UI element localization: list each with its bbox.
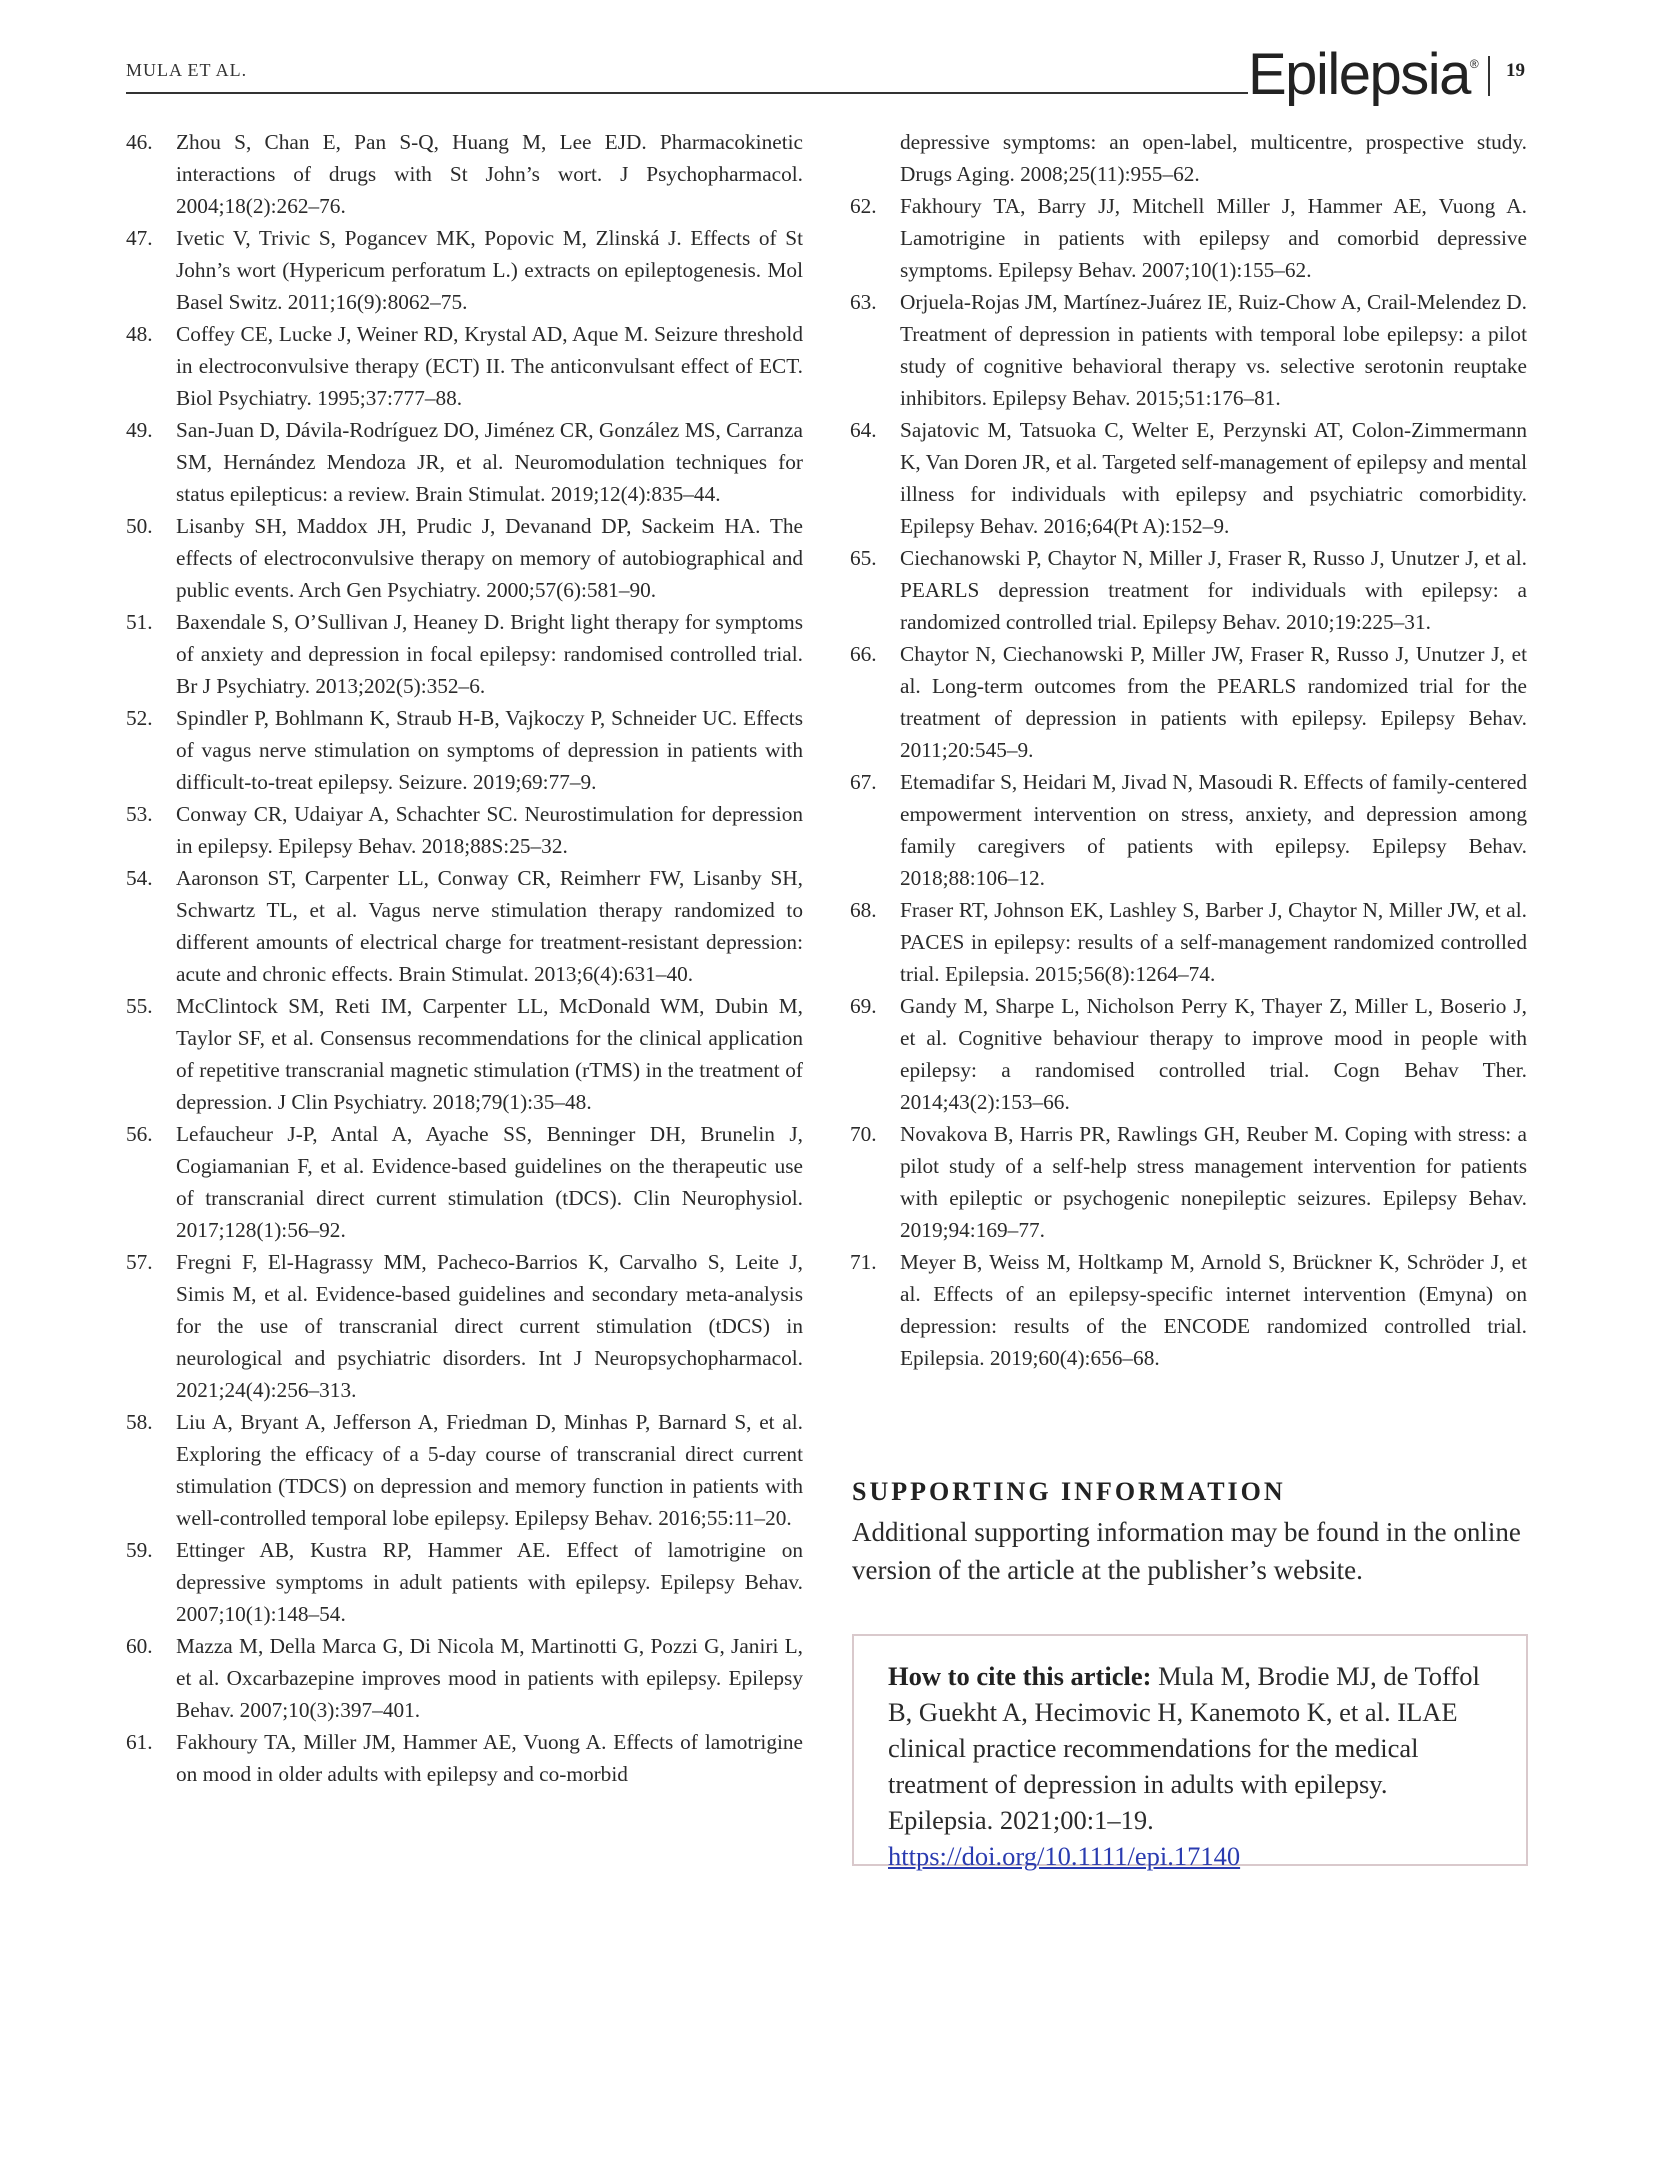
header-divider	[1488, 56, 1490, 96]
reference-text: Spindler P, Bohlmann K, Straub H-B, Vajkoczy P, Schneider UC. Effects of vagus nerve stimulation on symptoms of depression in patients with difficult-to-treat epilepsy. Seizure. 2019;69:77–9.	[176, 706, 803, 794]
reference-text: Gandy M, Sharpe L, Nicholson Perry K, Thayer Z, Miller L, Boserio J, et al. Cognitive behaviour therapy to improve mood in people with epilepsy: a randomised controlled trial. Cogn Behav Ther. 2014;43(2):153–66.	[900, 994, 1527, 1114]
reference-item	[126, 862, 803, 990]
reference-item	[126, 1406, 803, 1534]
reference-text: Aaronson ST, Carpenter LL, Conway CR, Reimherr FW, Lisanby SH, Schwartz TL, et al. Vagus nerve stimulation therapy randomized to different amounts of electrical charge for treatment-resistant depression: acute and chronic effects. Brain Stimulat. 2013;6(4):631–40.	[176, 866, 803, 986]
reference-text: Mazza M, Della Marca G, Di Nicola M, Martinotti G, Pozzi G, Janiri L, et al. Oxcarbazepine improves mood in patients with epilepsy. Epilepsy Behav. 2007;10(3):397–401.	[176, 1634, 803, 1722]
reference-item	[126, 510, 803, 606]
reference-item	[126, 798, 803, 862]
reference-text: Liu A, Bryant A, Jefferson A, Friedman D, Minhas P, Barnard S, et al. Exploring the efficacy of a 5-day course of transcranial direct current stimulation (TDCS) on depression and memory function in patients with well-controlled temporal lobe epilepsy. Epilepsy Behav. 2016;55:11–20.	[176, 1410, 803, 1530]
reference-item	[126, 702, 803, 798]
reference-text: Lefaucheur J-P, Antal A, Ayache SS, Benninger DH, Brunelin J, Cogiamanian F, et al. Evidence-based guidelines on the therapeutic use of transcranial direct current stimulation (tDCS). Clin Neurophysiol. 2017;128(1):56–92.	[176, 1122, 803, 1242]
reference-text: Fregni F, El-Hagrassy MM, Pacheco-Barrios K, Carvalho S, Leite J, Simis M, et al. Evidence-based guidelines and secondary meta-analysis for the use of transcranial direct current stimulation (tDCS) in neurological and psychiatric disorders. Int J Neuropsychopharmacol. 2021;24(4):256–313.	[176, 1250, 803, 1402]
citation-label: How to cite this article:	[888, 1661, 1152, 1691]
reference-item	[126, 414, 803, 510]
reference-number: 61.	[126, 1730, 153, 1754]
reference-number: 54.	[126, 866, 153, 890]
header-rule	[126, 92, 1248, 94]
reference-text: Orjuela-Rojas JM, Martínez-Juárez IE, Ruiz-Chow A, Crail-Melendez D. Treatment of depression in patients with temporal lobe epilepsy: a pilot study of cognitive behavioral therapy vs. selective serotonin reuptake inhibitors. Epilepsy Behav. 2015;51:176–81.	[900, 290, 1527, 410]
reference-item	[126, 318, 803, 414]
references-left-column	[126, 126, 803, 1790]
reference-text: Meyer B, Weiss M, Holtkamp M, Arnold S, Brückner K, Schröder J, et al. Effects of an epilepsy-specific internet intervention (Emyna) on depression: results of the ENCODE randomized controlled trial. Epilepsia. 2019;60(4):656–68.	[900, 1250, 1527, 1370]
journal-logo	[1248, 42, 1479, 107]
reference-number: 50.	[126, 514, 153, 538]
reference-number: 53.	[126, 802, 153, 826]
reference-number: 68.	[850, 898, 877, 922]
reference-text: Baxendale S, O’Sullivan J, Heaney D. Bright light therapy for symptoms of anxiety and depression in focal epilepsy: randomised controlled trial. Br J Psychiatry. 2013;202(5):352–6.	[176, 610, 803, 698]
reference-item	[850, 1118, 1527, 1246]
reference-text: Coffey CE, Lucke J, Weiner RD, Krystal AD, Aque M. Seizure threshold in electroconvulsive therapy (ECT) II. The anticonvulsant effect of ECT. Biol Psychiatry. 1995;37:777–88.	[176, 322, 803, 410]
reference-number: 57.	[126, 1250, 153, 1274]
reference-item	[126, 1534, 803, 1630]
registered-mark: ®	[1469, 57, 1479, 71]
reference-text: Fakhoury TA, Barry JJ, Mitchell Miller J, Hammer AE, Vuong A. Lamotrigine in patients with epilepsy and comorbid depressive symptoms. Epilepsy Behav. 2007;10(1):155–62.	[900, 194, 1527, 282]
reference-text: Conway CR, Udaiyar A, Schachter SC. Neurostimulation for depression in epilepsy. Epilepsy Behav. 2018;88S:25–32.	[176, 802, 803, 858]
reference-number: 52.	[126, 706, 153, 730]
reference-item	[126, 1630, 803, 1726]
reference-number: 59.	[126, 1538, 153, 1562]
reference-text: San-Juan D, Dávila-Rodríguez DO, Jiménez CR, González MS, Carranza SM, Hernández Mendoza JR, et al. Neuromodulation techniques for status epilepticus: a review. Brain Stimulat. 2019;12(4):835–44.	[176, 418, 803, 506]
reference-number: 63.	[850, 290, 877, 314]
reference-number: 56.	[126, 1122, 153, 1146]
reference-text: Fakhoury TA, Miller JM, Hammer AE, Vuong A. Effects of lamotrigine on mood in older adults with epilepsy and co-morbid	[176, 1730, 803, 1786]
reference-number: 71.	[850, 1250, 877, 1274]
reference-text: Etemadifar S, Heidari M, Jivad N, Masoudi R. Effects of family-centered empowerment intervention on stress, anxiety, and depression among family caregivers of patients with epilepsy. Epilepsy Behav. 2018;88:106–12.	[900, 770, 1527, 890]
reference-number: 51.	[126, 610, 153, 634]
reference-text: Fraser RT, Johnson EK, Lashley S, Barber J, Chaytor N, Miller JW, et al. PACES in epilepsy: results of a self-management randomized controlled trial. Epilepsia. 2015;56(8):1264–74.	[900, 898, 1527, 986]
reference-continuation: depressive symptoms: an open-label, multicentre, prospective study. Drugs Aging. 2008;25(11):955–62.	[900, 130, 1527, 186]
reference-text: Chaytor N, Ciechanowski P, Miller JW, Fraser R, Russo J, Unutzer J, et al. Long-term outcomes from the PEARLS randomized trial for the treatment of depression in patients with epilepsy. Epilepsy Behav. 2011;20:545–9.	[900, 642, 1527, 762]
reference-item	[850, 894, 1527, 990]
reference-item	[850, 766, 1527, 894]
reference-text: Novakova B, Harris PR, Rawlings GH, Reuber M. Coping with stress: a pilot study of a self-help stress management intervention for patients with epileptic or psychogenic nonepileptic seizures. Epilepsy Behav. 2019;94:169–77.	[900, 1122, 1527, 1242]
reference-item	[126, 1246, 803, 1406]
reference-number: 70.	[850, 1122, 877, 1146]
citation-text-block	[888, 1658, 1498, 1874]
reference-item	[126, 126, 803, 222]
references-right-column	[850, 126, 1527, 1374]
reference-number: 64.	[850, 418, 877, 442]
reference-number: 49.	[126, 418, 153, 442]
reference-number: 65.	[850, 546, 877, 570]
running-title: MULA ET AL.	[126, 60, 248, 80]
reference-number: 58.	[126, 1410, 153, 1434]
reference-item	[850, 542, 1527, 638]
supporting-info-text: Additional supporting information may be found in the online version of the article at the publisher’s website.	[852, 1517, 1521, 1585]
reference-number: 46.	[126, 130, 153, 154]
reference-item	[850, 990, 1527, 1118]
reference-text: Ciechanowski P, Chaytor N, Miller J, Fraser R, Russo J, Unutzer J, et al. PEARLS depression treatment for individuals with epilepsy: a randomized controlled trial. Epilepsy Behav. 2010;19:225–31.	[900, 546, 1527, 634]
reference-number: 67.	[850, 770, 877, 794]
journal-name: Epilepsia	[1248, 42, 1470, 107]
reference-item	[850, 414, 1527, 542]
reference-item	[126, 1118, 803, 1246]
reference-number: 48.	[126, 322, 153, 346]
reference-item	[850, 286, 1527, 414]
reference-item	[850, 1246, 1527, 1374]
reference-text: McClintock SM, Reti IM, Carpenter LL, McDonald WM, Dubin M, Taylor SF, et al. Consensus recommendations for the clinical application of repetitive transcranial magnetic stimulation (rTMS) in the treatment of depression. J Clin Psychiatry. 2018;79(1):35–48.	[176, 994, 803, 1114]
citation-box	[852, 1634, 1528, 1871]
reference-item	[850, 190, 1527, 286]
citation-body: Mula M, Brodie MJ, de Toffol B, Guekht A, Hecimovic H, Kanemoto K, et al. ILAE clinical practice recommendations for the medical treatment of depression in adults with epilepsy. Epilepsia. 2021;00:1–19.	[888, 1661, 1480, 1835]
reference-number: 47.	[126, 226, 153, 250]
reference-text: Zhou S, Chan E, Pan S-Q, Huang M, Lee EJD. Pharmacokinetic interactions of drugs with St John’s wort. J Psychopharmacol. 2004;18(2):262–76.	[176, 130, 803, 218]
reference-item	[126, 990, 803, 1118]
reference-number: 62.	[850, 194, 877, 218]
reference-item	[126, 222, 803, 318]
supporting-info-heading: SUPPORTING INFORMATION	[852, 1477, 1286, 1506]
reference-number: 55.	[126, 994, 153, 1018]
reference-text: Sajatovic M, Tatsuoka C, Welter E, Perzynski AT, Colon-Zimmermann K, Van Doren JR, et al. Targeted self-management of epilepsy and mental illness for individuals with epilepsy and psychiatric comorbidity. Epilepsy Behav. 2016;64(Pt A):152–9.	[900, 418, 1527, 538]
reference-text: Lisanby SH, Maddox JH, Prudic J, Devanand DP, Sackeim HA. The effects of electroconvulsive therapy on memory of autobiographical and public events. Arch Gen Psychiatry. 2000;57(6):581–90.	[176, 514, 803, 602]
reference-number: 66.	[850, 642, 877, 666]
reference-item	[850, 638, 1527, 766]
doi-link[interactable]: https://doi.org/10.1111/epi.17140	[888, 1841, 1241, 1871]
reference-item	[126, 1726, 803, 1790]
reference-text: Ivetic V, Trivic S, Pogancev MK, Popovic M, Zlinská J. Effects of St John’s wort (Hypericum perforatum L.) extracts on epileptogenesis. Mol Basel Switz. 2011;16(9):8062–75.	[176, 226, 803, 314]
reference-number: 69.	[850, 994, 877, 1018]
reference-text: Ettinger AB, Kustra RP, Hammer AE. Effect of lamotrigine on depressive symptoms in adult patients with epilepsy. Epilepsy Behav. 2007;10(1):148–54.	[176, 1538, 803, 1626]
reference-number: 60.	[126, 1634, 153, 1658]
page-number: 19	[1506, 60, 1525, 81]
reference-item	[126, 606, 803, 702]
